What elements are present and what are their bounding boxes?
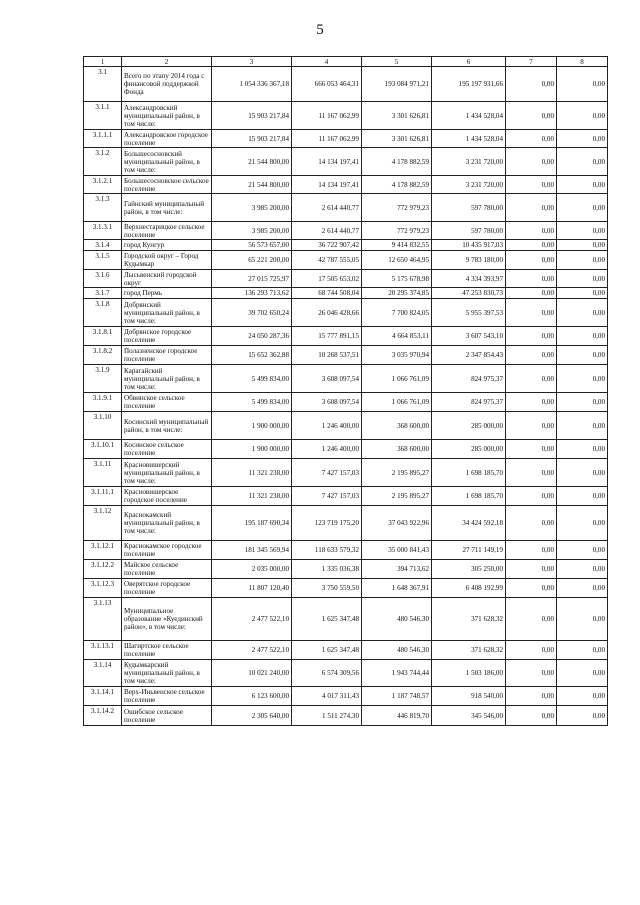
amount-local: 27 711 149,19: [432, 541, 506, 560]
row-number: 3.1.3.1: [84, 222, 122, 240]
financing-table: [83, 56, 608, 726]
row-name: Шагиртское сельское поселение: [122, 641, 212, 660]
row-name: Александровский муниципальный район, в том числе:: [122, 102, 212, 130]
row-name: Большесосновский муниципальный район, в том числе:: [122, 148, 212, 176]
amount-region: 20 295 374,85: [362, 288, 432, 299]
amount-total: 2 477 522,10: [212, 598, 292, 641]
amount-local: 918 540,00: [432, 687, 506, 706]
amount-region: 35 000 841,43: [362, 541, 432, 560]
amount-col7: 0,00: [506, 412, 557, 440]
row-name: Косинский муниципальный район, в том числе:: [122, 412, 212, 440]
amount-local: 1 434 528,04: [432, 102, 506, 130]
amount-total: 15 903 217,84: [212, 102, 292, 130]
amount-col7: 0,00: [506, 579, 557, 598]
amount-col7: 0,00: [506, 288, 557, 299]
amount-col8: 0,00: [557, 222, 608, 240]
row-name: Городской округ – Город Кудымкар: [122, 251, 212, 270]
row-number: 3.1.14.2: [84, 706, 122, 726]
amount-fund: 11 167 062,99: [292, 102, 362, 130]
amount-fund: 15 777 891,15: [292, 327, 362, 346]
amount-col8: 0,00: [557, 598, 608, 641]
amount-region: 446 819,70: [362, 706, 432, 726]
amount-local: 34 424 592,18: [432, 506, 506, 541]
amount-total: 39 702 650,24: [212, 299, 292, 327]
amount-fund: 3 608 097,54: [292, 365, 362, 393]
table-row: [84, 222, 608, 240]
row-name: Александровское городское поселение: [122, 130, 212, 148]
amount-col8: 0,00: [557, 687, 608, 706]
amount-total: 15 903 217,84: [212, 130, 292, 148]
amount-fund: 3 750 559,50: [292, 579, 362, 598]
row-number: 3.1.13.1: [84, 641, 122, 660]
row-number: 3.1.12.1: [84, 541, 122, 560]
row-name: Красновишерское городское поселение: [122, 487, 212, 506]
amount-region: 772 979,23: [362, 222, 432, 240]
amount-col8: 0,00: [557, 660, 608, 687]
amount-region: 1 066 761,09: [362, 365, 432, 393]
amount-col8: 0,00: [557, 194, 608, 222]
row-number: 3.1.8.2: [84, 346, 122, 365]
amount-region: 3 301 626,81: [362, 102, 432, 130]
amount-col7: 0,00: [506, 506, 557, 541]
row-name: Красновишерский муниципальный район, в том числе:: [122, 459, 212, 487]
amount-total: 5 499 834,00: [212, 365, 292, 393]
row-number: 3.1.12: [84, 506, 122, 541]
amount-col8: 0,00: [557, 67, 608, 102]
amount-col7: 0,00: [506, 148, 557, 176]
amount-region: 2 195 895,27: [362, 487, 432, 506]
table-row: [84, 541, 608, 560]
row-number: 3.1.3: [84, 194, 122, 222]
amount-col7: 0,00: [506, 240, 557, 251]
page-number: 5: [316, 22, 324, 38]
table-row: [84, 130, 608, 148]
amount-local: 195 197 931,66: [432, 67, 506, 102]
row-name: Краснокамский муниципальный район, в том числе:: [122, 506, 212, 541]
amount-fund: 6 574 309,56: [292, 660, 362, 687]
row-name: Кудымкарский муниципальный район, в том числе:: [122, 660, 212, 687]
amount-total: 2 305 640,00: [212, 706, 292, 726]
table-row: [84, 67, 608, 102]
amount-col7: 0,00: [506, 222, 557, 240]
amount-region: 37 043 922,96: [362, 506, 432, 541]
amount-local: 1 698 185,70: [432, 487, 506, 506]
table-row: [84, 579, 608, 598]
amount-total: 195 187 690,34: [212, 506, 292, 541]
column-header: 7: [506, 57, 557, 67]
amount-local: 285 000,00: [432, 440, 506, 459]
row-name: Муниципальное образование «Куединский район», в том числе:: [122, 598, 212, 641]
amount-local: 4 334 393,97: [432, 270, 506, 288]
amount-local: 47 253 830,73: [432, 288, 506, 299]
amount-region: 394 713,62: [362, 560, 432, 579]
amount-col7: 0,00: [506, 365, 557, 393]
amount-region: 5 175 678,98: [362, 270, 432, 288]
amount-total: 1 900 000,00: [212, 412, 292, 440]
column-header: 5: [362, 57, 432, 67]
amount-total: 5 499 834,00: [212, 393, 292, 412]
amount-local: 3 231 720,00: [432, 148, 506, 176]
amount-total: 21 544 800,00: [212, 176, 292, 194]
amount-col7: 0,00: [506, 687, 557, 706]
amount-fund: 123 719 175,20: [292, 506, 362, 541]
amount-local: 345 546,00: [432, 706, 506, 726]
amount-region: 3 035 970,94: [362, 346, 432, 365]
column-header: 1: [84, 57, 122, 67]
amount-col7: 0,00: [506, 440, 557, 459]
amount-col7: 0,00: [506, 393, 557, 412]
amount-region: 480 546,30: [362, 598, 432, 641]
amount-total: 56 573 657,00: [212, 240, 292, 251]
amount-col8: 0,00: [557, 393, 608, 412]
amount-col8: 0,00: [557, 365, 608, 393]
row-name: Карагайский муниципальный район, в том числе:: [122, 365, 212, 393]
row-number: 3.1.1: [84, 102, 122, 130]
amount-total: 2 477 522,10: [212, 641, 292, 660]
row-number: 3.1.2.1: [84, 176, 122, 194]
row-number: 3.1.4: [84, 240, 122, 251]
amount-local: 2 347 854,43: [432, 346, 506, 365]
row-name: Оверятское городское поселение: [122, 579, 212, 598]
amount-total: 11 321 238,00: [212, 459, 292, 487]
row-name: город Кунгур: [122, 240, 212, 251]
amount-col7: 0,00: [506, 346, 557, 365]
amount-fund: 2 614 440,77: [292, 222, 362, 240]
row-name: Гайнский муниципальный район, в том числе:: [122, 194, 212, 222]
amount-local: 5 955 397,53: [432, 299, 506, 327]
amount-col8: 0,00: [557, 560, 608, 579]
amount-col8: 0,00: [557, 506, 608, 541]
amount-col8: 0,00: [557, 288, 608, 299]
amount-col7: 0,00: [506, 251, 557, 270]
table-row: [84, 270, 608, 288]
amount-col7: 0,00: [506, 641, 557, 660]
amount-region: 368 600,00: [362, 440, 432, 459]
row-number: 3.1.11: [84, 459, 122, 487]
row-number: 3.1.12.3: [84, 579, 122, 598]
amount-fund: 7 427 157,03: [292, 487, 362, 506]
row-number: 3.1.14.1: [84, 687, 122, 706]
amount-fund: 1 246 400,00: [292, 440, 362, 459]
row-number: 3.1.2: [84, 148, 122, 176]
amount-total: 3 985 200,00: [212, 222, 292, 240]
row-number: 3.1.6: [84, 270, 122, 288]
amount-local: 305 250,00: [432, 560, 506, 579]
amount-col7: 0,00: [506, 660, 557, 687]
amount-col8: 0,00: [557, 327, 608, 346]
amount-fund: 1 625 347,48: [292, 598, 362, 641]
amount-fund: 1 246 400,00: [292, 412, 362, 440]
amount-col8: 0,00: [557, 176, 608, 194]
amount-total: 21 544 800,00: [212, 148, 292, 176]
row-number: 3.1.10: [84, 412, 122, 440]
amount-col7: 0,00: [506, 176, 557, 194]
amount-fund: 68 744 508,04: [292, 288, 362, 299]
amount-region: 9 414 832,55: [362, 240, 432, 251]
column-header: 6: [432, 57, 506, 67]
amount-fund: 36 722 907,42: [292, 240, 362, 251]
table-row: [84, 102, 608, 130]
amount-col7: 0,00: [506, 130, 557, 148]
amount-col7: 0,00: [506, 327, 557, 346]
row-number: 3.1.12.2: [84, 560, 122, 579]
table-row: [84, 251, 608, 270]
amount-local: 6 408 192,99: [432, 579, 506, 598]
amount-col8: 0,00: [557, 706, 608, 726]
amount-region: 368 600,00: [362, 412, 432, 440]
amount-col8: 0,00: [557, 346, 608, 365]
row-name: Верхнестарицкое сельское поселение: [122, 222, 212, 240]
row-name: Добрянское городское поселение: [122, 327, 212, 346]
column-header: 8: [557, 57, 608, 67]
row-number: 3.1.8.1: [84, 327, 122, 346]
amount-col8: 0,00: [557, 148, 608, 176]
row-number: 3.1.11.1: [84, 487, 122, 506]
amount-total: 3 985 200,00: [212, 194, 292, 222]
amount-fund: 118 633 579,32: [292, 541, 362, 560]
table-row: [84, 687, 608, 706]
amount-fund: 10 268 537,51: [292, 346, 362, 365]
amount-col7: 0,00: [506, 541, 557, 560]
amount-fund: 2 614 440,77: [292, 194, 362, 222]
row-name: Лысьвенский городской округ: [122, 270, 212, 288]
amount-region: 7 700 824,05: [362, 299, 432, 327]
row-number: 3.1.9.1: [84, 393, 122, 412]
amount-col8: 0,00: [557, 412, 608, 440]
table-row: [84, 194, 608, 222]
amount-region: 4 664 853,11: [362, 327, 432, 346]
amount-region: 4 178 882,59: [362, 176, 432, 194]
row-name: Краснокамское городское поселение: [122, 541, 212, 560]
amount-fund: 7 427 157,03: [292, 459, 362, 487]
amount-col8: 0,00: [557, 641, 608, 660]
amount-fund: 17 505 653,02: [292, 270, 362, 288]
table-row: [84, 459, 608, 487]
table-row: [84, 299, 608, 327]
amount-col7: 0,00: [506, 194, 557, 222]
column-header: 4: [292, 57, 362, 67]
amount-total: 11 321 238,00: [212, 487, 292, 506]
row-number: 3.1.8: [84, 299, 122, 327]
amount-total: 1 900 000,00: [212, 440, 292, 459]
row-name: Добрянский муниципальный район, в том числе:: [122, 299, 212, 327]
amount-local: 371 628,32: [432, 641, 506, 660]
amount-fund: 14 134 197,41: [292, 148, 362, 176]
amount-col8: 0,00: [557, 579, 608, 598]
amount-total: 181 345 569,94: [212, 541, 292, 560]
amount-col8: 0,00: [557, 440, 608, 459]
amount-total: 10 021 240,00: [212, 660, 292, 687]
row-number: 3.1.14: [84, 660, 122, 687]
table-row: [84, 346, 608, 365]
table-row: [84, 327, 608, 346]
amount-fund: 4 017 311,43: [292, 687, 362, 706]
amount-fund: 1 335 036,38: [292, 560, 362, 579]
amount-local: 597 780,00: [432, 222, 506, 240]
amount-col8: 0,00: [557, 102, 608, 130]
amount-fund: 11 167 062,99: [292, 130, 362, 148]
row-name: город Пермь: [122, 288, 212, 299]
table-row: [84, 560, 608, 579]
amount-local: 824 975,37: [432, 365, 506, 393]
amount-region: 1 648 367,91: [362, 579, 432, 598]
amount-col8: 0,00: [557, 299, 608, 327]
amount-total: 27 015 725,97: [212, 270, 292, 288]
table-row: [84, 148, 608, 176]
amount-col7: 0,00: [506, 487, 557, 506]
amount-local: 597 780,00: [432, 194, 506, 222]
amount-total: 15 652 362,88: [212, 346, 292, 365]
row-number: 3.1.10.1: [84, 440, 122, 459]
row-number: 3.1.1.1: [84, 130, 122, 148]
header-row: [84, 57, 608, 67]
table-row: [84, 240, 608, 251]
amount-total: 136 293 713,62: [212, 288, 292, 299]
row-name: Косинское сельское поселение: [122, 440, 212, 459]
amount-local: 3 231 720,00: [432, 176, 506, 194]
amount-total: 65 221 200,00: [212, 251, 292, 270]
amount-local: 1 503 186,00: [432, 660, 506, 687]
amount-region: 12 650 464,95: [362, 251, 432, 270]
amount-fund: 666 053 464,31: [292, 67, 362, 102]
row-number: 3.1.13: [84, 598, 122, 641]
amount-fund: 42 787 555,05: [292, 251, 362, 270]
amount-local: 10 435 917,03: [432, 240, 506, 251]
amount-fund: 3 608 097,54: [292, 393, 362, 412]
amount-col8: 0,00: [557, 130, 608, 148]
table-row: [84, 598, 608, 641]
amount-region: 3 301 626,81: [362, 130, 432, 148]
amount-local: 1 698 185,70: [432, 459, 506, 487]
amount-total: 2 035 000,00: [212, 560, 292, 579]
amount-col7: 0,00: [506, 67, 557, 102]
amount-col7: 0,00: [506, 299, 557, 327]
amount-col8: 0,00: [557, 541, 608, 560]
row-number: 3.1.5: [84, 251, 122, 270]
table-row: [84, 440, 608, 459]
amount-local: 9 783 180,00: [432, 251, 506, 270]
table-row: [84, 288, 608, 299]
amount-fund: 1 625 347,48: [292, 641, 362, 660]
amount-region: 772 979,23: [362, 194, 432, 222]
table-row: [84, 365, 608, 393]
table-row: [84, 641, 608, 660]
amount-fund: 26 046 428,66: [292, 299, 362, 327]
amount-local: 3 607 543,10: [432, 327, 506, 346]
amount-region: 1 066 761,09: [362, 393, 432, 412]
amount-region: 1 943 744,44: [362, 660, 432, 687]
table-row: [84, 176, 608, 194]
amount-col8: 0,00: [557, 270, 608, 288]
amount-col7: 0,00: [506, 102, 557, 130]
amount-total: 6 123 600,00: [212, 687, 292, 706]
row-number: 3.1.9: [84, 365, 122, 393]
amount-total: 1 054 336 367,18: [212, 67, 292, 102]
row-number: 3.1.7: [84, 288, 122, 299]
amount-total: 11 807 120,40: [212, 579, 292, 598]
row-name: Всего по этапу 2014 года с финансовой поддержкой Фонда: [122, 67, 212, 102]
table-row: [84, 393, 608, 412]
amount-fund: 14 134 197,41: [292, 176, 362, 194]
amount-col8: 0,00: [557, 240, 608, 251]
table-row: [84, 706, 608, 726]
amount-total: 24 050 287,36: [212, 327, 292, 346]
amount-col7: 0,00: [506, 459, 557, 487]
amount-local: 1 434 528,04: [432, 130, 506, 148]
amount-region: 2 195 895,27: [362, 459, 432, 487]
amount-col8: 0,00: [557, 459, 608, 487]
amount-col8: 0,00: [557, 487, 608, 506]
amount-col7: 0,00: [506, 560, 557, 579]
amount-col7: 0,00: [506, 598, 557, 641]
amount-region: 4 178 882,59: [362, 148, 432, 176]
amount-region: 1 187 748,57: [362, 687, 432, 706]
amount-region: 480 546,30: [362, 641, 432, 660]
amount-local: 371 628,32: [432, 598, 506, 641]
amount-region: 193 084 971,21: [362, 67, 432, 102]
amount-col7: 0,00: [506, 270, 557, 288]
row-name: Верх-Иньвенское сельское поселение: [122, 687, 212, 706]
amount-col7: 0,00: [506, 706, 557, 726]
row-name: Полазненское городское поселение: [122, 346, 212, 365]
table-row: [84, 660, 608, 687]
column-header: 2: [122, 57, 212, 67]
row-name: Большесосновское сельское поселение: [122, 176, 212, 194]
table-row: [84, 506, 608, 541]
row-name: Ошибское сельское поселение: [122, 706, 212, 726]
table-row: [84, 412, 608, 440]
row-name: Обвинское сельское поселение: [122, 393, 212, 412]
column-header: 3: [212, 57, 292, 67]
row-number: 3.1: [84, 67, 122, 102]
amount-fund: 1 511 274,30: [292, 706, 362, 726]
table-row: [84, 487, 608, 506]
amount-local: 824 975,37: [432, 393, 506, 412]
amount-local: 285 000,00: [432, 412, 506, 440]
row-name: Майское сельское поселение: [122, 560, 212, 579]
amount-col8: 0,00: [557, 251, 608, 270]
